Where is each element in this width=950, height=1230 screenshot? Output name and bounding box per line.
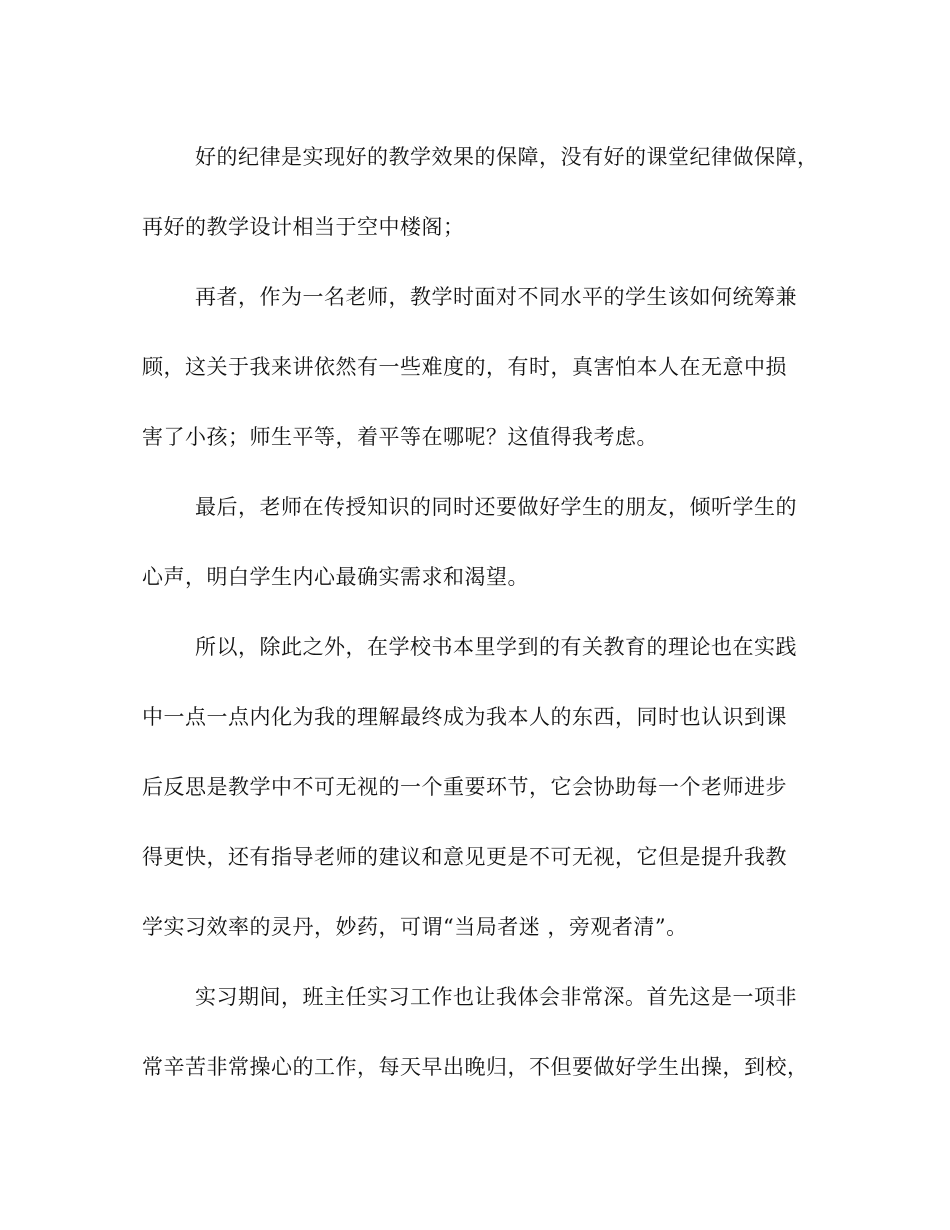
paragraph-line: 中一点一点内化为我的理解最终成为我本人的东西，同时也认识到课 xyxy=(142,705,787,729)
paragraph-line: 好的纪律是实现好的教学效果的保障，没有好的课堂纪律做保障， xyxy=(195,145,819,169)
paragraph-line: 学实习效率的灵丹，妙药，可谓“当局者迷 ，旁观者清”。 xyxy=(142,915,688,939)
paragraph-line: 害了小孩；师生平等，着平等在哪呢？这值得我考虑。 xyxy=(142,425,658,449)
paragraph-line: 得更快，还有指导老师的建议和意见更是不可无视，它但是提升我教 xyxy=(142,845,787,869)
paragraph-line: 实习期间，班主任实习工作也让我体会非常深。首先这是一项非 xyxy=(195,985,797,1009)
paragraph-line: 最后，老师在传授知识的同时还要做好学生的朋友，倾听学生的 xyxy=(195,495,797,519)
paragraph-line: 再好的教学设计相当于空中楼阁； xyxy=(142,215,465,239)
paragraph-line: 所以，除此之外，在学校书本里学到的有关教育的理论也在实践 xyxy=(195,635,797,659)
paragraph-line: 心声，明白学生内心最确实需求和渴望。 xyxy=(142,565,529,589)
paragraph-line: 顾，这关于我来讲依然有一些难度的，有时，真害怕本人在无意中损 xyxy=(142,355,787,379)
paragraph-line: 后反思是教学中不可无视的一个重要环节，它会协助每一个老师进步 xyxy=(142,775,787,799)
paragraph-line: 再者，作为一名老师，教学时面对不同水平的学生该如何统筹兼 xyxy=(195,285,797,309)
paragraph-line: 常辛苦非常操心的工作，每天早出晚归，不但要做好学生出操，到校， xyxy=(142,1055,809,1079)
